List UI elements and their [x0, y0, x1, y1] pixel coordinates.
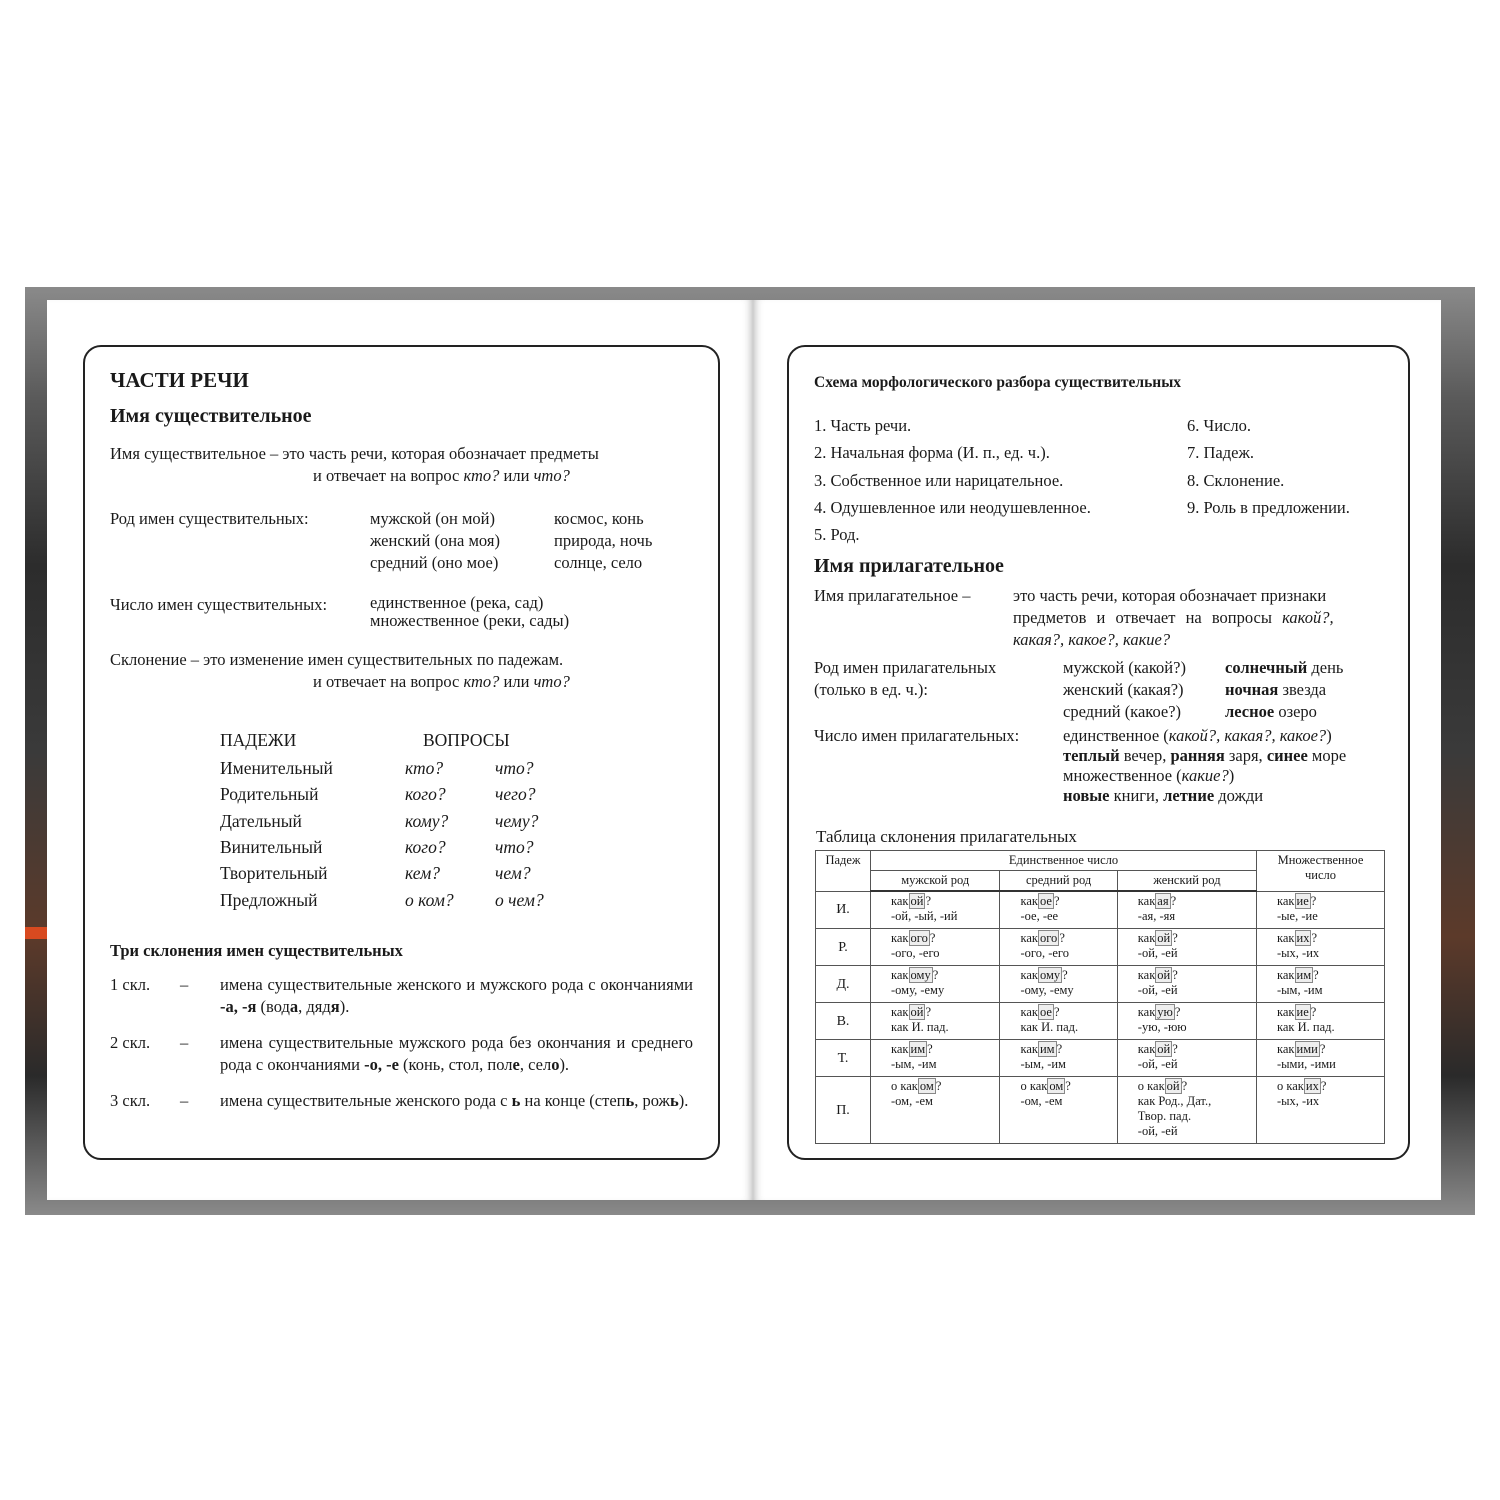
- ending-note: как И. пад.: [1277, 1020, 1335, 1034]
- noun-def-1: [110, 443, 599, 465]
- noun-def-2: [313, 465, 570, 487]
- case-question-who: кого?: [405, 836, 446, 857]
- text-segment: ).: [339, 997, 350, 1016]
- text-segment: имена существительные мужского рода без окончания и среднего рода с окончаниями: [220, 1033, 693, 1074]
- question-word: как ой ?: [891, 1005, 932, 1019]
- word-stem: как: [1277, 968, 1295, 982]
- word-stem: как: [891, 1005, 909, 1019]
- text-segment: на конце (степ: [520, 1091, 626, 1110]
- word-stem: как: [891, 968, 909, 982]
- text-segment: множественное (: [1063, 766, 1182, 785]
- text-segment: -а, -я: [220, 997, 257, 1016]
- example-adjective: лесное: [1225, 702, 1275, 721]
- word-ending: им: [1296, 968, 1312, 982]
- ending-note: -ого, -его: [1020, 946, 1069, 960]
- question-word: как ой ?: [1137, 968, 1178, 982]
- form-cell: [1117, 1040, 1256, 1077]
- example-adjective: солнечный: [1225, 658, 1308, 677]
- text-segment: ): [1228, 766, 1235, 785]
- case-name: Творительный: [220, 863, 328, 884]
- text-segment: или: [499, 466, 534, 485]
- word-stem: как: [1020, 968, 1038, 982]
- cases-header: ПАДЕЖИ: [220, 730, 297, 750]
- scheme-item: 2. Начальная форма (И. п., ед. ч.).: [814, 443, 1050, 463]
- question-word: как им ?: [891, 1042, 933, 1056]
- text-segment: имена существительные женского и мужского рода с окончаниями: [220, 975, 693, 994]
- word-stem: о как: [1137, 1079, 1165, 1093]
- question-word: о как ой ?: [1137, 1079, 1188, 1093]
- case-question-who: кому?: [405, 810, 449, 831]
- form-cell: [1000, 1077, 1117, 1144]
- ending-note: -ой, -ей: [1137, 983, 1178, 997]
- case-question-what: о чем?: [495, 889, 544, 910]
- ending-note: -ым, -им: [1277, 983, 1323, 997]
- text-segment: книги,: [1109, 786, 1164, 805]
- word-stem: как: [1137, 968, 1156, 982]
- header-feminine: женский род: [1117, 871, 1256, 892]
- text-segment: , сел: [519, 1055, 552, 1074]
- word-ending: им: [910, 1042, 926, 1056]
- word-stem: как: [1277, 1042, 1295, 1056]
- case-question-who: кем?: [405, 863, 440, 884]
- declension-dash: –: [180, 975, 189, 994]
- number-item: единственное (река, сад): [370, 593, 544, 612]
- question-word: как ой ?: [1137, 1042, 1178, 1056]
- word-ending: ой: [1157, 931, 1171, 945]
- question-word: как ие ?: [1277, 1005, 1317, 1019]
- word-stem: как: [1277, 931, 1295, 945]
- question-word: как им ?: [1020, 1042, 1063, 1056]
- word-stem: как: [1020, 894, 1038, 908]
- header-plural: Множественное число: [1257, 851, 1385, 892]
- text-segment: что?: [533, 672, 570, 691]
- question-word: как ое ?: [1020, 1005, 1060, 1019]
- case-cell: И.: [816, 891, 871, 929]
- question-word: как ое ?: [1020, 894, 1060, 908]
- form-cell: [1117, 966, 1256, 1003]
- text-segment: -о, -е: [364, 1055, 399, 1074]
- declension-dash: –: [180, 1033, 189, 1052]
- case-cell: Т.: [816, 1040, 871, 1077]
- table-row: [816, 1040, 1385, 1077]
- form-cell: [1000, 891, 1117, 929]
- declension-number: 3 скл.: [110, 1091, 151, 1110]
- gender-example: солнце, село: [554, 553, 643, 572]
- text-segment: ).: [559, 1055, 570, 1074]
- declension-description: [220, 1032, 693, 1076]
- scheme-item: 6. Число.: [1187, 416, 1251, 435]
- form-cell: [871, 891, 1000, 929]
- form-cell: [1257, 1040, 1385, 1077]
- adj-gender-example: [1225, 657, 1343, 679]
- text-segment: единственное (: [1063, 726, 1169, 745]
- ending-note: -ой, -ей: [1137, 946, 1178, 960]
- header-singular: Единственное число: [871, 851, 1257, 871]
- text-segment: вечер,: [1119, 746, 1171, 765]
- word-ending: ому: [1039, 968, 1061, 982]
- ending-note: -ом, -ем: [1020, 1094, 1063, 1108]
- text-segment: о: [551, 1055, 560, 1074]
- ending-note: -ая, -яя: [1137, 909, 1176, 923]
- text-segment: заря,: [1224, 746, 1267, 765]
- text-segment: какая?, какое?, какие?: [1013, 630, 1171, 649]
- word-ending: ое: [1039, 1005, 1052, 1019]
- ending-note: как И. пад.: [1020, 1020, 1079, 1034]
- word-stem: как: [1020, 1005, 1038, 1019]
- declension-def-1: [110, 649, 563, 671]
- text-segment: летние: [1163, 786, 1215, 805]
- adj-def-3: [1013, 629, 1170, 651]
- adj-number-line: [1063, 765, 1234, 787]
- gender-example: космос, конь: [554, 509, 644, 528]
- word-ending: ой: [910, 1005, 924, 1019]
- text-segment: (вод: [256, 997, 290, 1016]
- question-word: о как ом ?: [1020, 1079, 1071, 1093]
- declension-table: [815, 850, 1385, 1144]
- word-ending: их: [1305, 1079, 1319, 1093]
- scheme-item: 7. Падеж.: [1187, 443, 1254, 463]
- word-ending: им: [1039, 1042, 1055, 1056]
- text-segment: , дяд: [298, 997, 331, 1016]
- adj-gender-label: [814, 657, 996, 701]
- text-segment: какой?,: [1282, 608, 1334, 627]
- form-cell: [1257, 929, 1385, 966]
- word-ending: ими: [1296, 1042, 1318, 1056]
- form-cell: [1117, 1077, 1256, 1144]
- header-masculine: мужской род: [871, 871, 1000, 892]
- form-cell: [1000, 929, 1117, 966]
- form-cell: [1000, 1040, 1117, 1077]
- form-cell: [871, 966, 1000, 1003]
- table-row: [816, 1003, 1385, 1040]
- text-segment: кто?: [463, 466, 500, 485]
- form-cell: [871, 929, 1000, 966]
- table-row: [816, 966, 1385, 1003]
- word-stem: как: [891, 1042, 909, 1056]
- form-cell: [1117, 891, 1256, 929]
- case-question-what: чем?: [495, 863, 531, 884]
- form-cell: [871, 1003, 1000, 1040]
- word-ending: ая: [1157, 894, 1169, 908]
- text-segment: теплый: [1063, 746, 1120, 765]
- word-stem: как: [1277, 1005, 1295, 1019]
- ending-note: -ом, -ем: [891, 1094, 933, 1108]
- form-cell: [871, 1040, 1000, 1077]
- word-stem: о как: [1020, 1079, 1048, 1093]
- case-name: Предложный: [220, 889, 318, 910]
- word-ending: ого: [1039, 931, 1058, 945]
- word-ending: ом: [919, 1079, 934, 1093]
- gender-example: природа, ночь: [554, 531, 653, 550]
- gender-label: Род имен существительных:: [110, 509, 309, 528]
- adj-def-1: [1013, 585, 1326, 607]
- word-ending: ой: [910, 894, 924, 908]
- form-cell: [1117, 1003, 1256, 1040]
- text-segment: это часть речи, которая обозначает признаки: [1013, 586, 1327, 605]
- ending-note: -ым, -им: [1020, 1057, 1066, 1071]
- text-segment: имена существительные женского рода с: [220, 1091, 512, 1110]
- number-list: [370, 594, 569, 630]
- questions-header: ВОПРОСЫ: [423, 730, 510, 750]
- question-word: как ому ?: [891, 968, 939, 982]
- question-word: как ая ?: [1137, 894, 1177, 908]
- text-segment: предметов и отвечает на вопросы: [1013, 608, 1283, 627]
- case-question-who: о ком?: [405, 889, 454, 910]
- question-word: как ому ?: [1020, 968, 1068, 982]
- case-question-what: чего?: [495, 784, 536, 805]
- adj-gender-form: средний (какое?): [1063, 702, 1182, 721]
- word-stem: как: [1137, 1005, 1156, 1019]
- case-name: Винительный: [220, 836, 323, 857]
- question-word: как ой ?: [891, 894, 932, 908]
- adj-gender-example: [1225, 701, 1317, 723]
- word-stem: как: [1137, 931, 1156, 945]
- word-stem: как: [1277, 893, 1295, 908]
- question-word: как ого ?: [1020, 931, 1065, 945]
- text-segment: или: [499, 672, 534, 691]
- text-segment: море: [1307, 746, 1347, 765]
- adj-number-line: [1063, 745, 1346, 767]
- question-word: как им ?: [1277, 968, 1319, 982]
- word-ending: ого: [910, 931, 928, 945]
- adj-gender-form: женский (какая?): [1063, 680, 1184, 699]
- example-adjective: ночная: [1225, 680, 1279, 699]
- header-case: Падеж: [816, 851, 871, 892]
- text-segment: (конь, стол, пол: [398, 1055, 513, 1074]
- text-segment: Склонение – это изменение имен существительных по падежам.: [110, 650, 564, 669]
- word-ending: ое: [1039, 894, 1052, 908]
- gender-form: мужской (он мой): [370, 509, 495, 528]
- text-segment: а: [289, 997, 299, 1016]
- ending-note: как И. пад.: [891, 1020, 949, 1034]
- example-noun: звезда: [1282, 680, 1327, 699]
- word-stem: как: [1137, 1042, 1156, 1056]
- form-cell: [871, 1077, 1000, 1144]
- noun-title: Имя существительное: [110, 405, 312, 427]
- case-question-what: чему?: [495, 810, 539, 831]
- word-ending: ие: [1296, 893, 1309, 908]
- question-word: о как их ?: [1277, 1079, 1327, 1093]
- case-name: Дательный: [220, 810, 302, 831]
- example-noun: озеро: [1278, 702, 1317, 721]
- word-ending: ом: [1049, 1079, 1064, 1093]
- form-cell: [1257, 1077, 1385, 1144]
- text-segment: ): [1326, 726, 1332, 745]
- text-segment: какой?, какая?, какое?: [1168, 726, 1327, 745]
- section-title: ЧАСТИ РЕЧИ: [110, 368, 249, 392]
- ending-note: Твор. пад.: [1137, 1109, 1192, 1123]
- label-line: Род имен прилагательных: [814, 658, 997, 677]
- text-segment: , рож: [634, 1091, 670, 1110]
- scheme-item: 9. Роль в предложении.: [1187, 497, 1350, 517]
- word-stem: как: [1137, 894, 1156, 908]
- question-word: как ими ?: [1277, 1042, 1326, 1056]
- ending-note: -ому, -ему: [1020, 983, 1074, 997]
- form-cell: [1000, 1003, 1117, 1040]
- word-ending: ой: [1166, 1079, 1180, 1093]
- scheme-item: 1. Часть речи.: [814, 416, 912, 435]
- question-word: как ого ?: [891, 931, 936, 945]
- ending-note: -ой, -ей: [1137, 1124, 1178, 1138]
- word-stem: как: [891, 931, 909, 945]
- text-segment: ранняя: [1170, 746, 1225, 765]
- case-question-what: что?: [495, 836, 534, 857]
- scheme-title: Схема морфологического разбора существительных: [814, 374, 1182, 391]
- adj-number-line: [1063, 785, 1263, 807]
- word-stem: как: [1020, 931, 1038, 945]
- text-segment: и отвечает на вопрос: [313, 466, 464, 485]
- declension-number: 2 скл.: [110, 1033, 151, 1052]
- text-segment: что?: [533, 466, 570, 485]
- word-ending: ие: [1296, 1005, 1309, 1019]
- ending-note: -ые, -ие: [1277, 908, 1318, 923]
- case-cell: Д.: [816, 966, 871, 1003]
- case-cell: В.: [816, 1003, 871, 1040]
- word-stem: как: [1020, 1042, 1038, 1056]
- text-segment: и отвечает на вопрос: [313, 672, 464, 691]
- word-ending: ой: [1157, 968, 1171, 982]
- ending-note: -ой, -ый, -ий: [891, 909, 958, 923]
- ending-note: -ое, -ее: [1020, 909, 1059, 923]
- text-segment: ь: [669, 1091, 679, 1110]
- three-declensions-title: Три склонения имен существительных: [110, 941, 403, 960]
- word-ending: ую: [1157, 1005, 1173, 1019]
- scheme-item: 3. Собственное или нарицательное.: [814, 470, 1064, 490]
- ending-note: -ых, -их: [1277, 946, 1320, 960]
- question-word: как их ?: [1277, 931, 1318, 945]
- text-segment: ь: [625, 1091, 635, 1110]
- case-cell: П.: [816, 1077, 871, 1144]
- text-segment: я: [330, 997, 340, 1016]
- adj-number-label: Число имен прилагательных:: [814, 726, 1020, 745]
- case-name: Родительный: [220, 784, 319, 805]
- scheme-item: 8. Склонение.: [1187, 470, 1285, 490]
- adjective-title: Имя прилагательное: [814, 555, 1004, 577]
- case-question-who: кто?: [405, 758, 444, 778]
- number-item: множественное (реки, сады): [370, 611, 570, 630]
- text-segment: Имя существительное – это часть речи, которая обозначает предметы: [110, 444, 599, 463]
- ending-note: -ой, -ей: [1137, 1057, 1178, 1071]
- question-word: о как ом ?: [891, 1079, 942, 1093]
- text-segment: ь: [511, 1091, 521, 1110]
- question-word: как ую ?: [1137, 1005, 1181, 1019]
- scheme-item: 4. Одушевленное или неодушевленное.: [814, 497, 1091, 517]
- scheme-item: 5. Род.: [814, 525, 860, 545]
- ending-note: -ую, -юю: [1137, 1020, 1187, 1034]
- question-word: как ие ?: [1277, 893, 1317, 908]
- text-segment: ).: [678, 1091, 689, 1110]
- text-segment: е: [512, 1055, 520, 1074]
- adj-gender-form: мужской (какой?): [1063, 658, 1186, 677]
- ending-note: как Род., Дат.,: [1137, 1094, 1212, 1108]
- declension-description: [220, 974, 693, 1018]
- case-question-who: кого?: [405, 784, 446, 805]
- text-segment: какие?: [1181, 766, 1229, 785]
- text-segment: синее: [1266, 746, 1308, 765]
- declension-number: 1 скл.: [110, 975, 151, 994]
- gender-form: средний (оно мое): [370, 553, 499, 572]
- question-word: как ой ?: [1137, 931, 1178, 945]
- text-segment: кто?: [463, 672, 500, 691]
- case-name: Именительный: [220, 758, 333, 778]
- text-segment: новые: [1063, 786, 1110, 805]
- word-ending: ой: [1157, 1042, 1171, 1056]
- ending-note: -ых, -их: [1277, 1094, 1320, 1108]
- case-question-what: что?: [495, 758, 534, 778]
- text-segment: дожди: [1214, 786, 1264, 805]
- ending-note: -ому, -ему: [891, 983, 945, 997]
- adj-number-line: [1063, 725, 1332, 747]
- adj-def-2: [1013, 607, 1334, 629]
- table-row: [816, 891, 1385, 929]
- declension-dash: –: [180, 1091, 189, 1110]
- label-line: (только в ед. ч.):: [814, 680, 929, 699]
- case-cell: Р.: [816, 929, 871, 966]
- form-cell: [1117, 929, 1256, 966]
- ending-note: -ыми, -ими: [1277, 1057, 1336, 1071]
- adj-def-lead: Имя прилагательное –: [814, 586, 971, 605]
- word-stem: о как: [891, 1079, 918, 1093]
- ending-note: -ым, -им: [891, 1057, 937, 1071]
- adj-gender-example: [1225, 679, 1326, 701]
- declension-def-2: [313, 671, 570, 693]
- number-label: Число имен существительных:: [110, 595, 328, 614]
- gender-form: женский (она моя): [370, 531, 500, 550]
- form-cell: [1000, 966, 1117, 1003]
- word-ending: их: [1296, 931, 1310, 945]
- table-title: Таблица склонения прилагательных: [816, 827, 1077, 846]
- word-stem: как: [891, 894, 909, 908]
- form-cell: [1257, 1003, 1385, 1040]
- table-row: [816, 1077, 1385, 1144]
- ending-note: -ого, -его: [891, 946, 940, 960]
- declension-description: [220, 1090, 693, 1112]
- form-cell: [1257, 966, 1385, 1003]
- form-cell: [1257, 891, 1385, 929]
- table-row: [816, 929, 1385, 966]
- word-stem: о как: [1277, 1079, 1304, 1093]
- example-noun: день: [1311, 658, 1344, 677]
- word-ending: ому: [910, 968, 931, 982]
- header-neuter: средний род: [1000, 871, 1117, 892]
